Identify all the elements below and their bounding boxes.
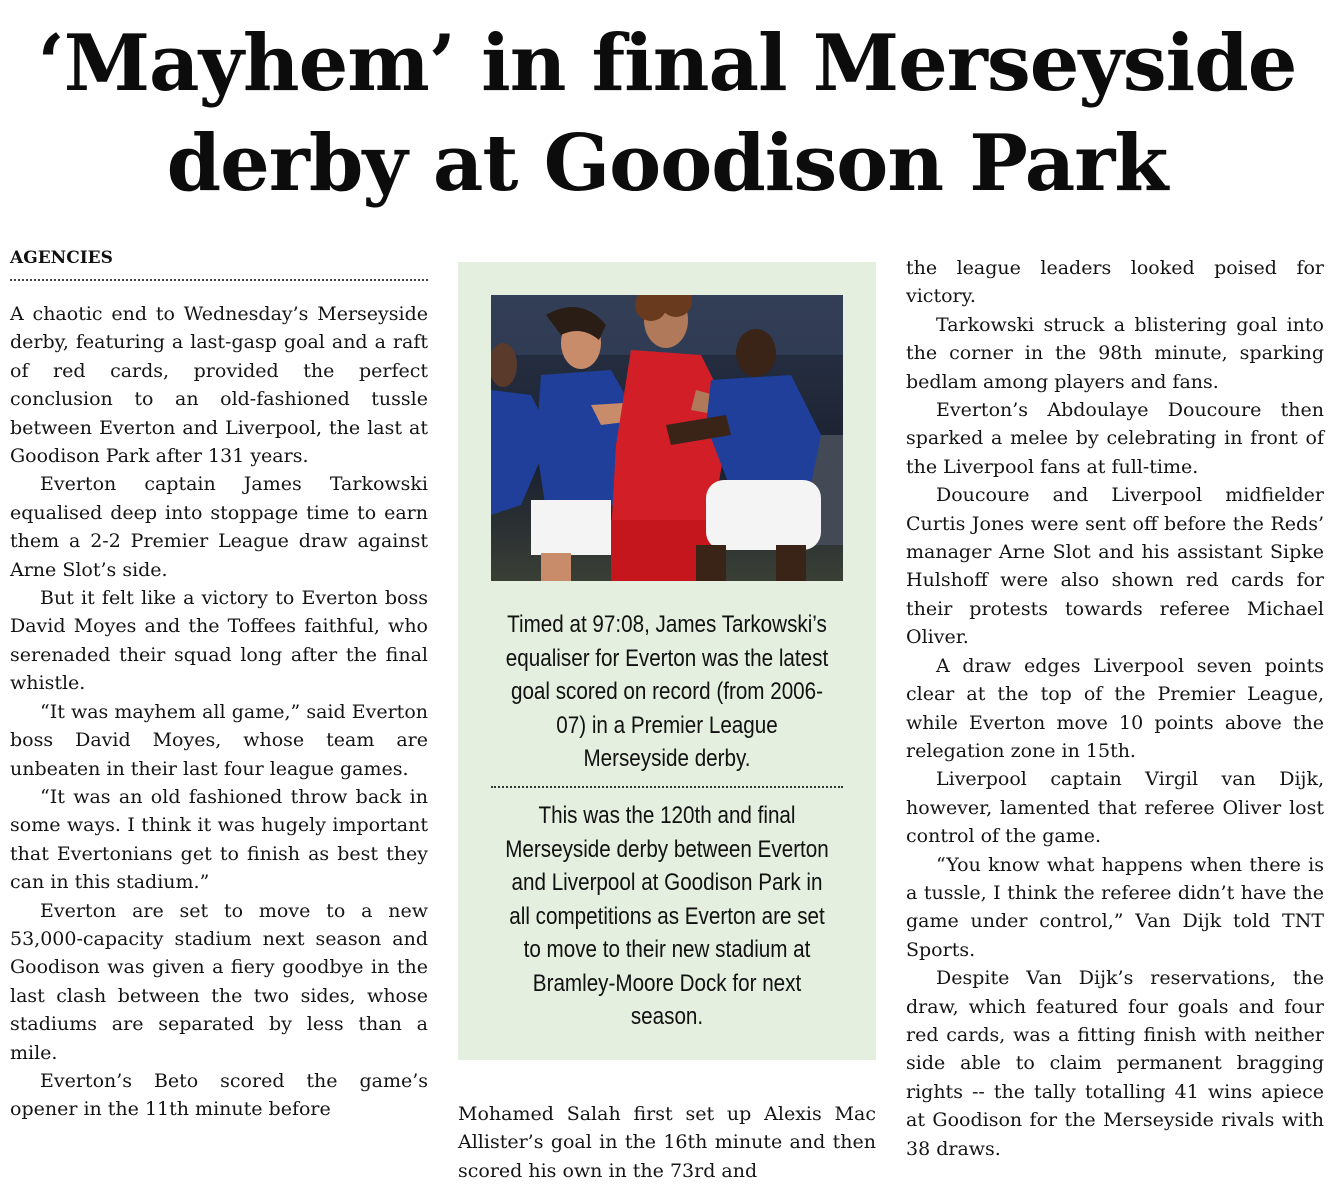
- factbox-caption-1: Timed at 97:08, James Tarkowski’s equaliser for Everton was the latest goal scored on record (from 2006-07) in a Premier League Merseyside derby.: [505, 611, 829, 772]
- paragraph: “It was mayhem all game,” said Everton boss David Moyes, whose team are unbeaten in their last four league games.: [10, 700, 428, 780]
- paragraph: the league leaders looked poised for victory.: [906, 257, 1324, 308]
- paragraph: A chaotic end to Wednesday’s Merseyside derby, featuring a last-gasp goal and a raft of red cards, provided the perfect conclusion to an old-fashioned tussle between Everton and Liverpool, the last at Goodison Park after 131 years.: [10, 303, 428, 468]
- paragraph: Everton captain James Tarkowski equalised deep into stoppage time to earn them a 2-2 Premier League draw against Arne Slot’s side.: [10, 473, 428, 581]
- paragraph: “It was an old fashioned throw back in some ways. I think it was hugely important that Evertonians get to finish as best they can in this stadium.”: [10, 785, 428, 894]
- factbox-caption-2: This was the 120th and final Merseyside derby between Everton and Liverpool at Goodison Park in all competitions as Everton are set to move to their new stadium at Bramley-Moore Dock for next season.: [505, 802, 829, 1030]
- article-column-3: [906, 254, 1324, 1163]
- paragraph: A draw edges Liverpool seven points clear at the top of the Premier League, while Everton move 10 points above the relegation zone in 15th.: [906, 654, 1324, 762]
- article-column-1: [10, 300, 428, 1124]
- paragraph: Everton are set to move to a new 53,000-capacity stadium next season and Goodison was given a fiery goodbye in the last clash between the two sides, whose stadiums are separated by less than a mile.: [10, 899, 428, 1064]
- paragraph: Tarkowski struck a blistering goal into the corner in the 98th minute, sparking bedlam among players and fans.: [906, 313, 1324, 393]
- paragraph: Everton’s Beto scored the game’s opener in the 11th minute before: [10, 1069, 428, 1121]
- paragraph: Everton’s Abdoulaye Doucoure then sparked a melee by celebrating in front of the Liverpool fans at full-time.: [906, 399, 1324, 478]
- paragraph: Mohamed Salah first set up Alexis Mac Allister’s goal in the 16th minute and then scored his own in the 73rd and: [458, 1103, 876, 1182]
- paragraph: “You know what happens when there is a tussle, I think the referee didn’t have the game under control,” Van Dijk told TNT Sports.: [906, 853, 1324, 961]
- headline-line-2: derby at Goodison Park: [166, 118, 1168, 209]
- headline: [0, 14, 1334, 214]
- paragraph: Despite Van Dijk’s reservations, the draw, which featured four goals and four red cards, was a fitting finish with neither side able to claim permanent bragging rights -- the tally totalling 41 wins apiece at Goodison for the Merseyside rivals with 38 draws.: [906, 967, 1324, 1160]
- paragraph: Liverpool captain Virgil van Dijk, however, lamented that referee Oliver lost control of the game.: [906, 768, 1324, 848]
- paragraph: Doucoure and Liverpool midfielder Curtis Jones were sent off before the Reds’ manager Arne Slot and his assistant Sipke Hulshoff were also shown red cards for their protests towards referee Michael Oliver.: [906, 484, 1324, 649]
- headline-line-1: ‘Mayhem’ in final Merseyside: [37, 18, 1297, 109]
- divider: [491, 786, 843, 788]
- football-players-melee-image: [491, 295, 843, 581]
- article-column-2: [458, 1100, 876, 1185]
- paragraph: But it felt like a victory to Everton boss David Moyes and the Toffees faithful, who serenaded their squad long after the final whistle.: [10, 587, 428, 695]
- byline: AGENCIES: [10, 248, 428, 281]
- factbox: [458, 262, 876, 1060]
